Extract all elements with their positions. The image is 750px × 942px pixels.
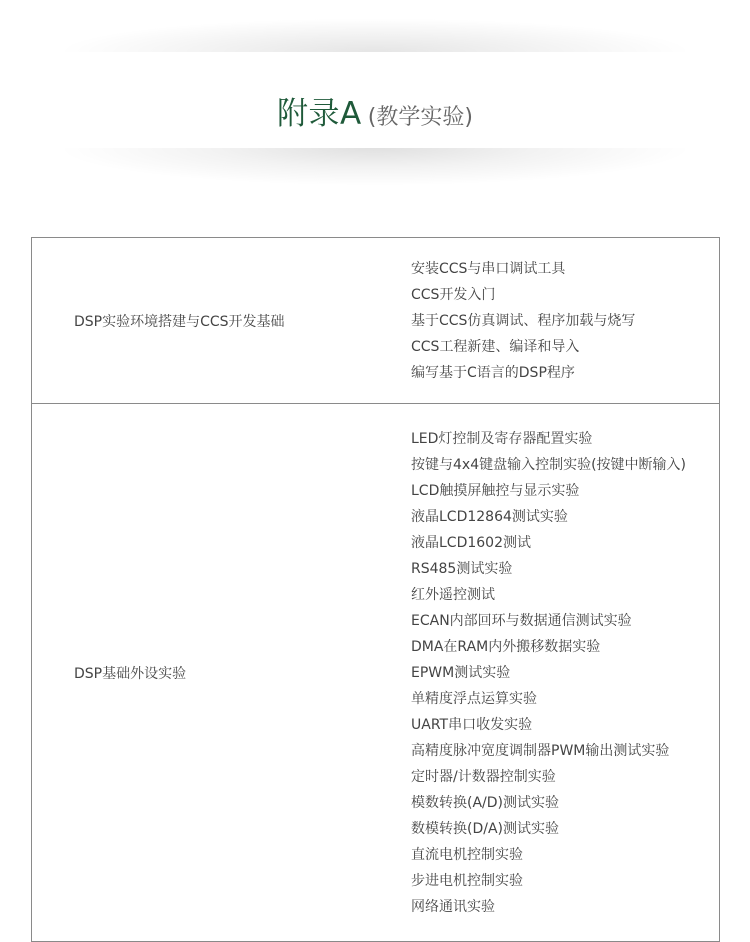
experiment-table [31, 237, 720, 942]
list-item: CCS工程新建、编译和导入 [411, 338, 580, 355]
list-item: 基于CCS仿真调试、程序加载与烧写 [411, 312, 636, 329]
list-item: 高精度脉冲宽度调制器PWM输出测试实验 [411, 742, 670, 759]
list-item: UART串口收发实验 [411, 716, 533, 733]
list-item: LCD触摸屏触控与显示实验 [411, 482, 580, 499]
page-title [0, 88, 750, 133]
list-item: 数模转换(D/A)测试实验 [411, 820, 559, 837]
page-title-subtitle: (教学实验) [367, 105, 473, 130]
list-item: 按键与4x4键盘输入控制实验(按键中断输入) [411, 456, 687, 473]
experiment-list [410, 404, 719, 941]
category-label: DSP基础外设实验 [74, 665, 187, 682]
list-item: RS485测试实验 [411, 560, 513, 577]
list-item: 模数转换(A/D)测试实验 [411, 794, 559, 811]
list-item: 步进电机控制实验 [411, 872, 523, 889]
category-cell [32, 404, 410, 941]
experiment-list [410, 238, 719, 403]
list-item: 网络通讯实验 [411, 898, 495, 915]
category-label: DSP实验环境搭建与CCS开发基础 [74, 313, 285, 330]
list-item: 定时器/计数器控制实验 [411, 768, 556, 785]
title-shadow-top [55, 18, 695, 52]
list-item: EPWM测试实验 [411, 664, 511, 681]
list-item: ECAN内部回环与数据通信测试实验 [411, 612, 632, 629]
title-band [0, 0, 750, 200]
list-item: 液晶LCD12864测试实验 [411, 508, 568, 525]
list-item: LED灯控制及寄存器配置实验 [411, 430, 593, 447]
page-title-main: 附录A [277, 96, 362, 132]
list-item: 单精度浮点运算实验 [411, 690, 537, 707]
list-item: 红外遥控测试 [411, 586, 495, 603]
list-item: 直流电机控制实验 [411, 846, 523, 863]
category-cell [32, 238, 410, 403]
list-item: 液晶LCD1602测试 [411, 534, 531, 551]
list-item: 安装CCS与串口调试工具 [411, 260, 566, 277]
list-item: CCS开发入门 [411, 286, 496, 303]
table-row [32, 403, 719, 941]
table-row [32, 238, 719, 403]
list-item: DMA在RAM内外搬移数据实验 [411, 638, 601, 655]
list-item: 编写基于C语言的DSP程序 [411, 364, 575, 381]
title-shadow-bottom [55, 148, 695, 186]
